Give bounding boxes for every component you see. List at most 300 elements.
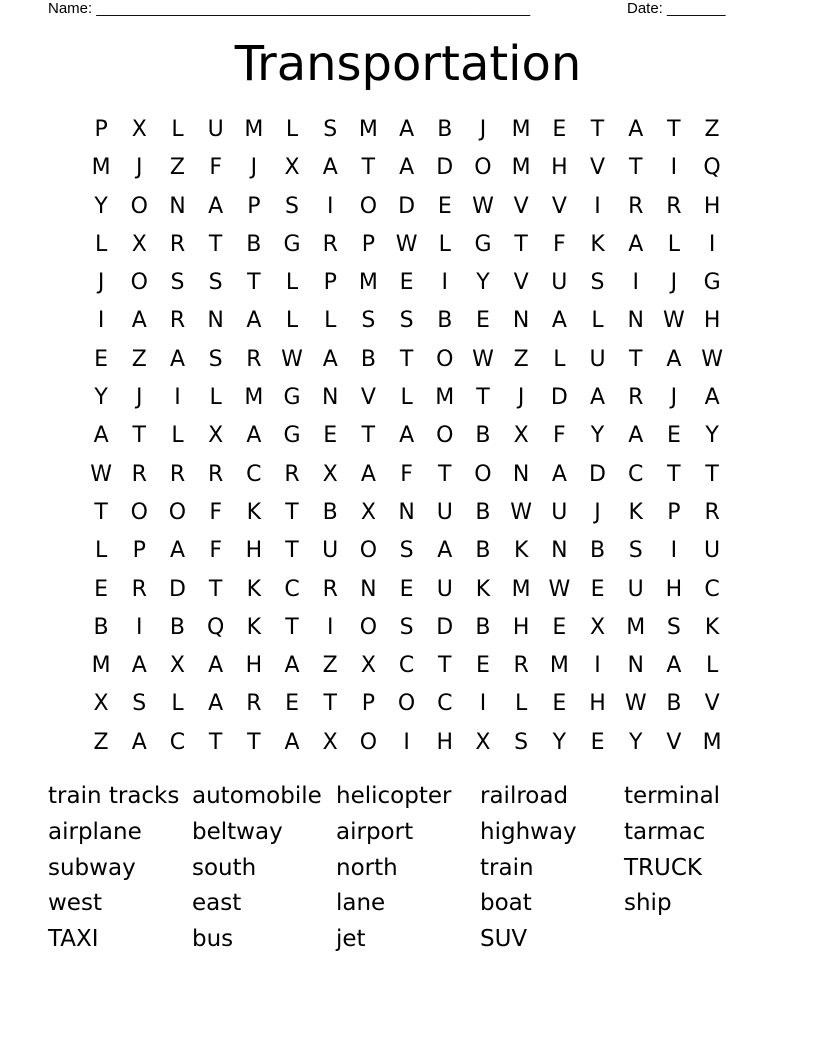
grid-letter: V [704, 691, 720, 717]
grid-letter: E [399, 576, 414, 602]
grid-letter: U [627, 576, 644, 602]
grid-letter: T [705, 461, 719, 487]
grid-letter: P [132, 538, 146, 564]
grid-letter: J [517, 385, 525, 411]
grid-letter: A [322, 346, 338, 372]
name-field-label: Name: ____________________________________________________ [48, 0, 531, 17]
grid-letter: I [479, 691, 487, 717]
grid-letter: A [590, 385, 606, 411]
grid-letter: X [131, 117, 147, 142]
grid-letter: L [438, 231, 451, 257]
grid-row [82, 341, 732, 379]
grid-row [82, 226, 732, 264]
grid-letter: A [666, 653, 682, 679]
grid-letter: D [436, 614, 454, 640]
grid-letter: E [476, 308, 490, 334]
grid-letter: J [250, 155, 258, 181]
grid-row [82, 379, 732, 417]
grid-letter: A [246, 423, 262, 449]
grid-letter: A [93, 423, 109, 449]
grid-letter: P [667, 499, 681, 525]
worksheet-header [48, 0, 748, 20]
grid-letter: W [548, 576, 571, 602]
grid-letter: I [594, 193, 601, 219]
grid-letter: C [284, 576, 300, 602]
grid-letter: C [398, 653, 415, 679]
grid-letter: V [513, 270, 529, 296]
grid-letter: Z [322, 653, 338, 679]
grid-letter: T [438, 653, 452, 679]
grid-letter: J [97, 270, 105, 296]
grid-letter: T [590, 117, 605, 142]
grid-letter: I [326, 193, 334, 219]
grid-letter: T [628, 155, 643, 181]
grid-letter: L [667, 231, 681, 257]
grid-letter: H [551, 155, 568, 181]
grid-letter: T [247, 729, 261, 755]
word-list-item: tarmac [624, 818, 706, 845]
grid-letter: A [628, 231, 644, 257]
word-list-item: south [192, 854, 257, 881]
grid-letter: V [360, 385, 376, 411]
grid-letter: J [136, 155, 143, 181]
grid-letter: B [589, 538, 606, 564]
grid-row [82, 149, 732, 187]
grid-letter: S [323, 117, 338, 142]
word-list-item: train [480, 854, 534, 881]
grid-letter: T [514, 231, 528, 257]
word-list-item: railroad [480, 783, 569, 809]
grid-letter: P [361, 231, 376, 257]
grid-letter: R [208, 461, 224, 487]
grid-letter: U [551, 499, 568, 525]
grid-letter: A [208, 691, 224, 717]
grid-letter: B [93, 614, 109, 640]
grid-letter: M [511, 117, 531, 142]
grid-letter: Y [628, 729, 643, 755]
grid-letter: M [549, 653, 569, 679]
grid-letter: X [93, 691, 109, 717]
grid-letter: B [437, 308, 453, 334]
grid-letter: N [398, 499, 415, 525]
grid-letter: U [551, 270, 568, 296]
grid-letter: E [285, 691, 299, 717]
grid-letter: S [590, 270, 605, 296]
grid-letter: R [169, 461, 186, 487]
grid-letter: O [168, 499, 187, 525]
word-list-item: airplane [48, 818, 142, 845]
grid-letter: O [474, 155, 492, 181]
grid-row [82, 532, 732, 570]
grid-letter: T [285, 499, 299, 525]
grid-letter: S [208, 346, 223, 372]
grid-letter: M [91, 653, 111, 679]
word-list-item: highway [480, 818, 577, 845]
grid-letter: N [627, 308, 644, 334]
grid-row [82, 302, 732, 340]
grid-row [82, 264, 732, 302]
grid-row [82, 188, 732, 226]
grid-row [82, 647, 732, 685]
grid-letter: W [90, 461, 112, 487]
grid-letter: A [704, 385, 720, 411]
grid-letter: F [553, 231, 566, 257]
grid-letter: L [705, 653, 719, 679]
grid-letter: K [475, 576, 491, 602]
grid-letter: O [359, 193, 378, 219]
grid-letter: S [628, 538, 643, 564]
grid-letter: A [131, 729, 147, 755]
grid-letter: D [589, 461, 606, 487]
grid-letter: N [321, 385, 339, 411]
grid-letter: T [285, 614, 299, 640]
grid-letter: L [171, 691, 184, 717]
grid-letter: X [513, 423, 529, 449]
grid-letter: V [590, 155, 606, 181]
grid-letter: N [627, 653, 644, 679]
grid-letter: A [399, 155, 415, 181]
grid-letter: C [169, 729, 186, 755]
grid-letter: U [589, 346, 606, 372]
word-list-item: train tracks [48, 783, 180, 809]
grid-letter: G [474, 231, 492, 257]
grid-letter: H [512, 614, 530, 640]
grid-letter: J [670, 270, 678, 296]
grid-letter: S [514, 729, 529, 755]
grid-letter: N [169, 193, 186, 219]
grid-letter: T [208, 231, 223, 257]
grid-letter: N [207, 308, 224, 334]
grid-letter: O [474, 461, 492, 487]
grid-letter: M [511, 155, 531, 181]
grid-letter: V [551, 193, 567, 219]
grid-letter: H [589, 691, 606, 717]
grid-letter: M [702, 729, 722, 755]
grid-letter: O [359, 538, 378, 564]
grid-letter: E [437, 193, 452, 219]
grid-letter: L [553, 346, 566, 372]
grid-letter: R [131, 576, 147, 602]
grid-row [82, 609, 732, 647]
grid-letter: K [246, 614, 262, 640]
grid-letter: B [475, 423, 491, 449]
grid-letter: A [399, 423, 415, 449]
grid-letter: X [360, 499, 376, 525]
grid-letter: Q [703, 155, 721, 181]
grid-letter: L [591, 308, 604, 334]
grid-letter: E [552, 117, 567, 142]
grid-letter: W [510, 499, 533, 525]
word-list-item: SUV [480, 926, 528, 953]
grid-letter: A [551, 461, 567, 487]
grid-letter: S [285, 193, 300, 219]
grid-letter: N [551, 538, 568, 564]
grid-letter: U [436, 499, 453, 525]
grid-letter: O [397, 691, 416, 717]
grid-letter: L [285, 308, 299, 334]
grid-letter: U [322, 538, 339, 564]
grid-letter: C [246, 461, 262, 487]
grid-letter: B [246, 231, 262, 257]
grid-letter: A [131, 308, 147, 334]
grid-letter: G [283, 423, 301, 449]
grid-letter: H [665, 576, 683, 602]
grid-letter: B [360, 346, 376, 372]
grid-letter: A [208, 653, 224, 679]
word-list [48, 778, 788, 957]
word-list-item: helicopter [336, 783, 452, 809]
grid-letter: L [209, 385, 222, 411]
grid-letter: O [359, 614, 378, 640]
grid-letter: X [322, 461, 338, 487]
grid-letter: T [667, 117, 681, 142]
grid-letter: L [285, 117, 299, 142]
word-list-item: automobile [192, 783, 322, 809]
grid-row [82, 571, 732, 609]
grid-letter: B [169, 614, 186, 640]
grid-letter: A [322, 155, 338, 181]
word-list-item: bus [192, 926, 234, 953]
grid-letter: I [403, 729, 410, 755]
grid-letter: T [361, 423, 376, 449]
grid-letter: A [628, 423, 644, 449]
word-list-item: east [192, 890, 242, 917]
grid-letter: R [246, 346, 262, 372]
grid-letter: A [284, 653, 300, 679]
grid-letter: M [358, 117, 378, 142]
grid-letter: K [246, 499, 262, 525]
grid-letter: N [512, 461, 530, 487]
grid-letter: P [247, 193, 261, 219]
grid-row [82, 417, 732, 455]
grid-letter: T [132, 423, 146, 449]
grid-letter: E [476, 653, 490, 679]
grid-row [82, 111, 732, 149]
grid-letter: T [361, 155, 376, 181]
grid-letter: W [472, 193, 494, 219]
grid-letter: T [285, 538, 299, 564]
grid-letter: D [398, 193, 416, 219]
grid-letter: D [550, 385, 568, 411]
grid-letter: B [666, 691, 682, 717]
grid-letter: G [283, 385, 301, 411]
grid-letter: S [399, 614, 414, 640]
grid-letter: L [285, 270, 299, 296]
grid-letter: T [208, 729, 223, 755]
grid-letter: O [130, 193, 148, 219]
grid-row [82, 685, 732, 723]
grid-letter: R [704, 499, 720, 525]
grid-letter: Z [169, 155, 185, 181]
grid-letter: H [703, 193, 721, 219]
word-list-item: ship [624, 890, 672, 917]
grid-letter: I [441, 270, 449, 296]
word-list-item: terminal [624, 783, 721, 809]
grid-letter: B [475, 614, 491, 640]
grid-letter: E [552, 691, 567, 717]
word-list-item: subway [48, 854, 136, 881]
word-list-item: airport [336, 818, 414, 845]
grid-letter: C [437, 691, 453, 717]
grid-letter: A [169, 538, 185, 564]
word-list-item: beltway [192, 818, 283, 845]
grid-letter: W [472, 346, 494, 372]
grid-letter: Y [590, 423, 605, 449]
grid-letter: I [708, 231, 716, 257]
grid-letter: F [553, 423, 566, 449]
grid-letter: I [670, 538, 678, 564]
word-list-item: TRUCK [624, 854, 703, 881]
grid-letter: Y [705, 423, 719, 449]
grid-letter: W [624, 691, 647, 717]
grid-letter: U [704, 538, 721, 564]
grid-letter: R [169, 231, 186, 257]
word-list-item: boat [480, 890, 532, 917]
grid-letter: A [131, 653, 147, 679]
grid-letter: Y [552, 729, 567, 755]
grid-letter: V [513, 193, 529, 219]
grid-letter: R [322, 231, 338, 257]
grid-letter: K [513, 538, 529, 564]
grid-letter: T [247, 270, 261, 296]
grid-letter: Z [704, 117, 720, 142]
grid-letter: X [322, 729, 338, 755]
grid-letter: O [359, 729, 378, 755]
grid-letter: F [209, 155, 222, 181]
page-title: Transportation [234, 36, 582, 92]
grid-letter: B [475, 538, 491, 564]
grid-letter: R [169, 308, 186, 334]
grid-letter: E [94, 346, 109, 372]
grid-letter: T [208, 576, 223, 602]
grid-letter: A [208, 193, 224, 219]
grid-letter: X [284, 155, 300, 181]
grid-letter: H [703, 308, 721, 334]
grid-letter: Z [93, 729, 109, 755]
grid-letter: M [244, 385, 264, 411]
grid-row [82, 494, 732, 532]
grid-letter: X [589, 614, 606, 640]
grid-letter: S [132, 691, 147, 717]
grid-letter: F [209, 538, 222, 564]
grid-letter: E [552, 614, 567, 640]
grid-letter: B [437, 117, 453, 142]
grid-letter: R [628, 385, 644, 411]
grid-letter: Z [131, 346, 147, 372]
date-field-label: Date: _______ [627, 0, 726, 17]
grid-letter: T [323, 691, 337, 717]
grid-letter: J [136, 385, 143, 411]
grid-letter: X [475, 729, 491, 755]
grid-letter: W [701, 346, 723, 372]
grid-letter: J [670, 385, 678, 411]
grid-letter: A [551, 308, 567, 334]
grid-letter: T [438, 461, 452, 487]
grid-letter: S [666, 614, 681, 640]
grid-row [82, 456, 732, 494]
grid-letter: L [515, 691, 528, 717]
grid-letter: S [170, 270, 185, 296]
letter-grid [82, 111, 732, 762]
grid-letter: F [400, 461, 413, 487]
grid-letter: O [436, 346, 454, 372]
grid-letter: E [323, 423, 338, 449]
grid-letter: S [361, 308, 376, 334]
grid-letter: L [171, 117, 184, 142]
grid-letter: R [513, 653, 529, 679]
grid-letter: D [436, 155, 454, 181]
grid-letter: R [246, 691, 262, 717]
grid-letter: M [626, 614, 646, 640]
grid-letter: D [168, 576, 186, 602]
grid-letter: H [245, 653, 263, 679]
grid-letter: T [94, 499, 108, 525]
grid-letter: O [130, 270, 148, 296]
grid-letter: W [663, 308, 685, 334]
grid-letter: O [436, 423, 454, 449]
grid-letter: K [628, 499, 643, 525]
word-list-item: jet [336, 926, 366, 953]
grid-letter: L [171, 423, 184, 449]
grid-letter: R [322, 576, 338, 602]
grid-letter: C [628, 461, 644, 487]
grid-letter: X [131, 231, 147, 257]
grid-letter: G [283, 231, 301, 257]
grid-letter: R [284, 461, 300, 487]
grid-letter: M [91, 155, 111, 181]
grid-row [82, 724, 732, 762]
grid-letter: A [437, 538, 453, 564]
grid-letter: O [130, 499, 148, 525]
grid-letter: T [476, 385, 490, 411]
grid-letter: R [628, 193, 644, 219]
grid-letter: P [361, 691, 376, 717]
grid-letter: B [475, 499, 491, 525]
grid-letter: E [399, 270, 414, 296]
grid-letter: F [209, 499, 222, 525]
grid-letter: P [94, 117, 108, 142]
grid-letter: M [511, 576, 531, 602]
grid-letter: Y [476, 270, 490, 296]
word-list-item: lane [336, 890, 386, 917]
grid-letter: Q [206, 614, 225, 640]
grid-letter: E [590, 576, 605, 602]
grid-letter: X [360, 653, 376, 679]
grid-letter: I [594, 653, 601, 679]
grid-letter: I [136, 614, 143, 640]
grid-letter: S [399, 538, 414, 564]
grid-letter: G [703, 270, 721, 296]
grid-letter: Z [513, 346, 529, 372]
grid-letter: T [628, 346, 643, 372]
grid-letter: U [436, 576, 453, 602]
grid-letter: S [208, 270, 223, 296]
grid-letter: A [360, 461, 376, 487]
grid-letter: L [400, 385, 413, 411]
grid-letter: A [284, 729, 300, 755]
grid-letter: I [670, 155, 678, 181]
grid-letter: P [323, 270, 337, 296]
word-list-item: west [48, 890, 102, 917]
grid-letter: X [169, 653, 185, 679]
grid-letter: R [131, 461, 147, 487]
grid-letter: M [358, 270, 378, 296]
grid-letter: T [399, 346, 414, 372]
grid-letter: B [322, 499, 338, 525]
grid-letter: L [94, 231, 108, 257]
grid-letter: J [479, 117, 487, 142]
grid-letter: M [244, 117, 264, 142]
